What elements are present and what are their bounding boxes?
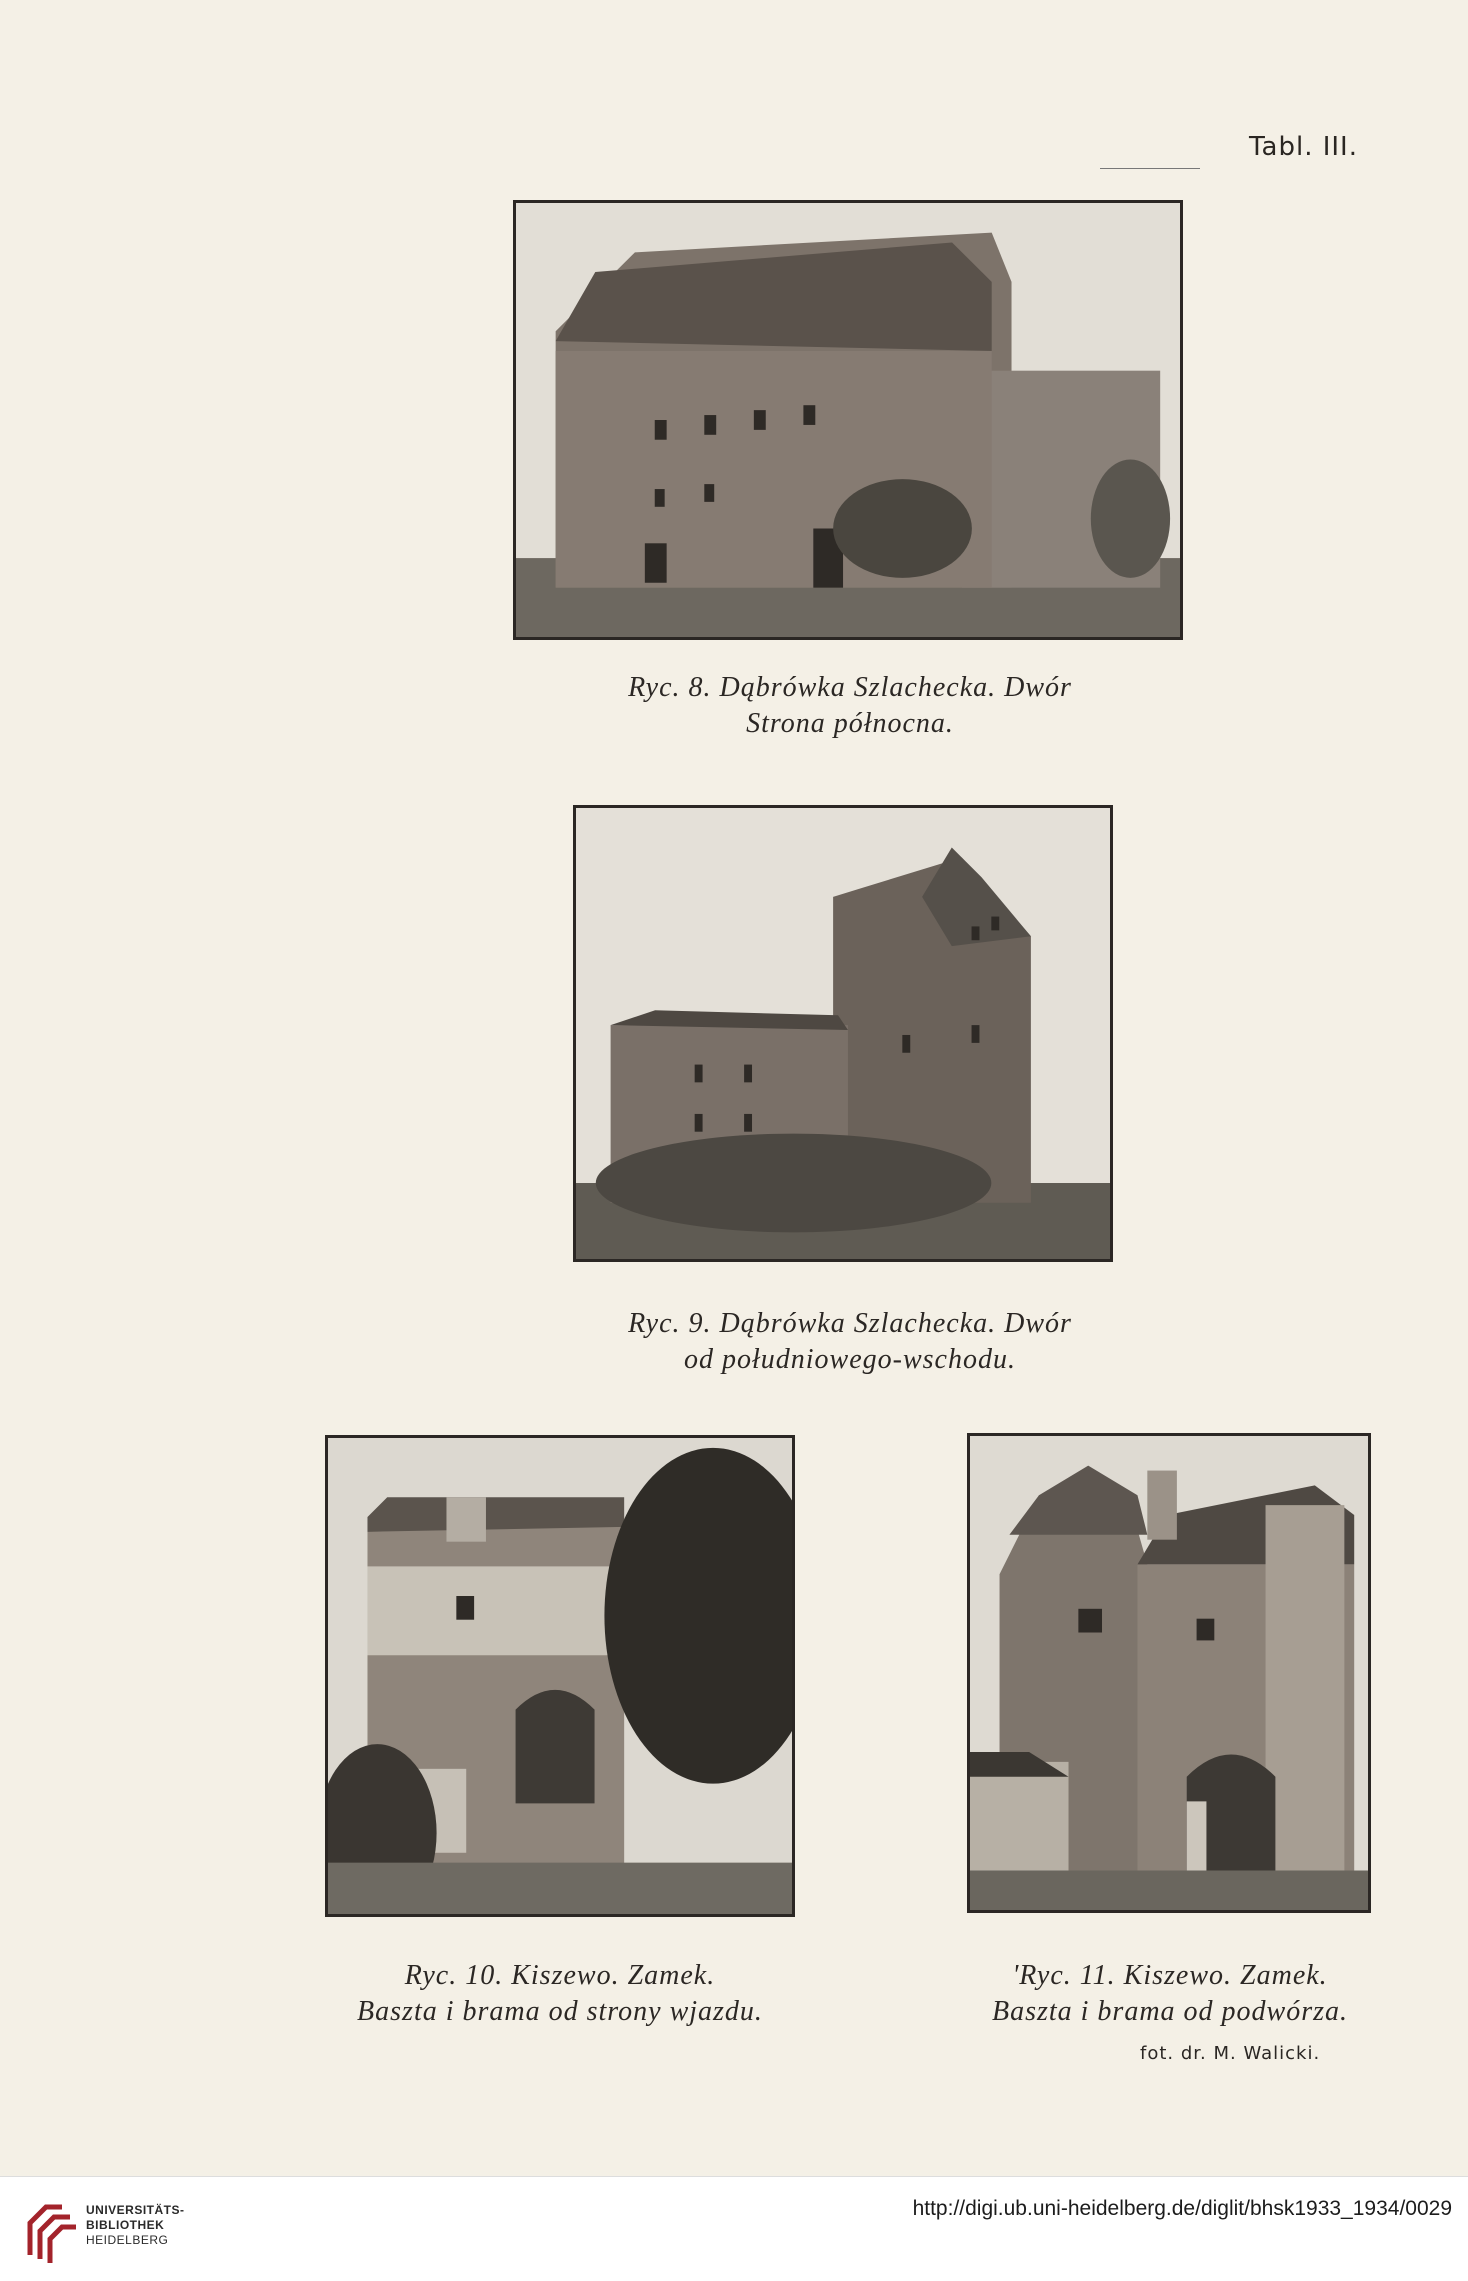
- photo-fig-10: [325, 1435, 795, 1917]
- caption-line-2: Baszta i brama od podwórza.: [991, 1996, 1349, 2027]
- photo-fig-8: [513, 200, 1183, 640]
- caption-line-2: Strona północna.: [746, 708, 954, 739]
- library-name-line-1: UNIVERSITÄTS-: [86, 2203, 185, 2217]
- caption-line-2: Baszta i brama od strony wjazdu.: [357, 1996, 763, 2027]
- library-name-line-3: HEIDELBERG: [86, 2233, 169, 2247]
- footer-bar: [0, 2176, 1468, 2281]
- caption-fig-11: [950, 1958, 1390, 2030]
- caption-line-1: Ryc. 10. Kiszewo. Zamek.: [404, 1960, 716, 1991]
- header-rule: [1100, 168, 1200, 169]
- plate-label: Tabl. III.: [1248, 132, 1358, 162]
- photo-fig-11: [967, 1433, 1371, 1913]
- library-name: [86, 2203, 185, 2248]
- source-url[interactable]: http://digi.ub.uni-heidelberg.de/diglit/bhsk1933_1934/0029: [912, 2197, 1452, 2220]
- caption-fig-9: [450, 1306, 1250, 1378]
- library-name-line-2: BIBLIOTHEK: [86, 2218, 165, 2232]
- caption-line-1: 'Ryc. 11. Kiszewo. Zamek.: [1012, 1960, 1328, 1991]
- caption-fig-8: [450, 670, 1250, 742]
- caption-line-2: od południowego-wschodu.: [684, 1344, 1016, 1375]
- caption-line-1: Ryc. 9. Dąbrówka Szlachecka. Dwór: [628, 1308, 1072, 1339]
- university-library-logo-icon: [22, 2193, 80, 2265]
- caption-line-1: Ryc. 8. Dąbrówka Szlachecka. Dwór: [628, 672, 1072, 703]
- photo-credit: fot. dr. M. Walicki.: [1140, 2043, 1321, 2064]
- photo-fig-9: [573, 805, 1113, 1262]
- caption-fig-10: [260, 1958, 860, 2030]
